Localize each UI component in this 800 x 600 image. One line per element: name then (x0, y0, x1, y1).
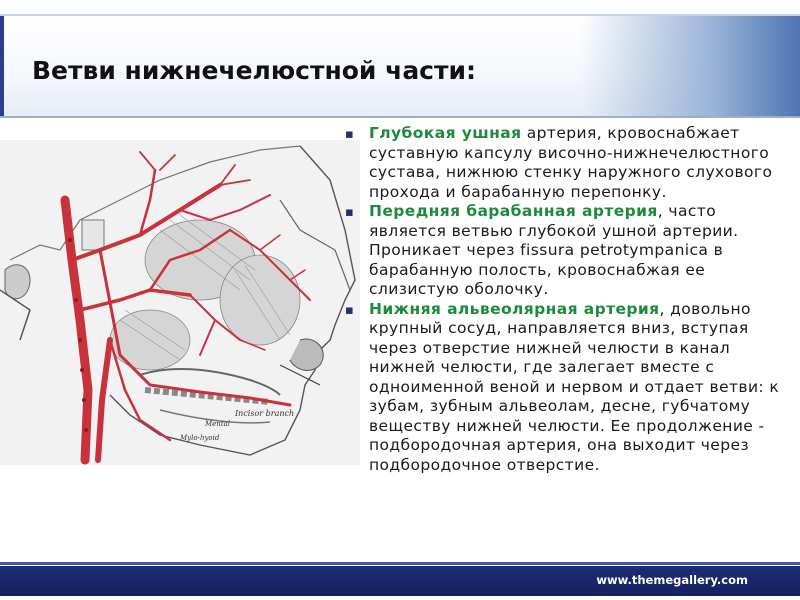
bullet-list (345, 124, 785, 475)
anatomy-illustration (0, 140, 360, 465)
bullet-term: Нижняя альвеолярная артерия (369, 299, 660, 318)
label-mylohyoid: Mylo-hyoid (180, 434, 220, 442)
artery-diagram (0, 140, 360, 465)
bullet-term: Передняя барабанная артерия (369, 202, 658, 220)
bullet-term: Глубокая ушная (369, 124, 522, 142)
bullet-marker-icon: ▪ (345, 205, 355, 220)
bullet-text: , часто является ветвью глубокой ушной артерии. Проникает через fissura petrotympanica в барабанную полость, кровоснабжая ее слизистую оболочку. (369, 202, 739, 298)
title-banner (0, 14, 800, 118)
title-banner-edge (0, 16, 4, 116)
footer-bar (0, 566, 800, 596)
bullet-item (345, 124, 785, 202)
label-incisor-branch: Incisor branch (235, 409, 295, 418)
slide-title: Ветви нижнечелюстной части: (32, 56, 477, 85)
label-mental: Mental (205, 420, 231, 428)
footer-url: www.themegallery.com (596, 573, 748, 587)
title-banner-accent (580, 16, 800, 116)
bullet-item (345, 300, 785, 476)
bullet-marker-icon: ▪ (345, 302, 355, 318)
bullet-marker-icon: ▪ (345, 127, 355, 142)
bullet-text: артерия, кровоснабжает суставную капсулу височно-нижнечелюстного сустава, нижнюю стенку наружного слухового прохода и барабанную перепонку. (369, 124, 773, 201)
footer-rule (0, 562, 800, 565)
bullet-item (345, 202, 785, 300)
bullet-text: , довольно крупный сосуд, направляется вниз, вступая через отверстие нижней челюсти в канал нижней челюсти, где залегает вместе с одноименной веной и нервом и отдает ветви: к зубам, зубным альвеолам, десне, губчатому веществу нижней челюсти. Ее продолжение - подбородочная артерия, она выходит через подбородочное отверстие. (369, 299, 780, 474)
